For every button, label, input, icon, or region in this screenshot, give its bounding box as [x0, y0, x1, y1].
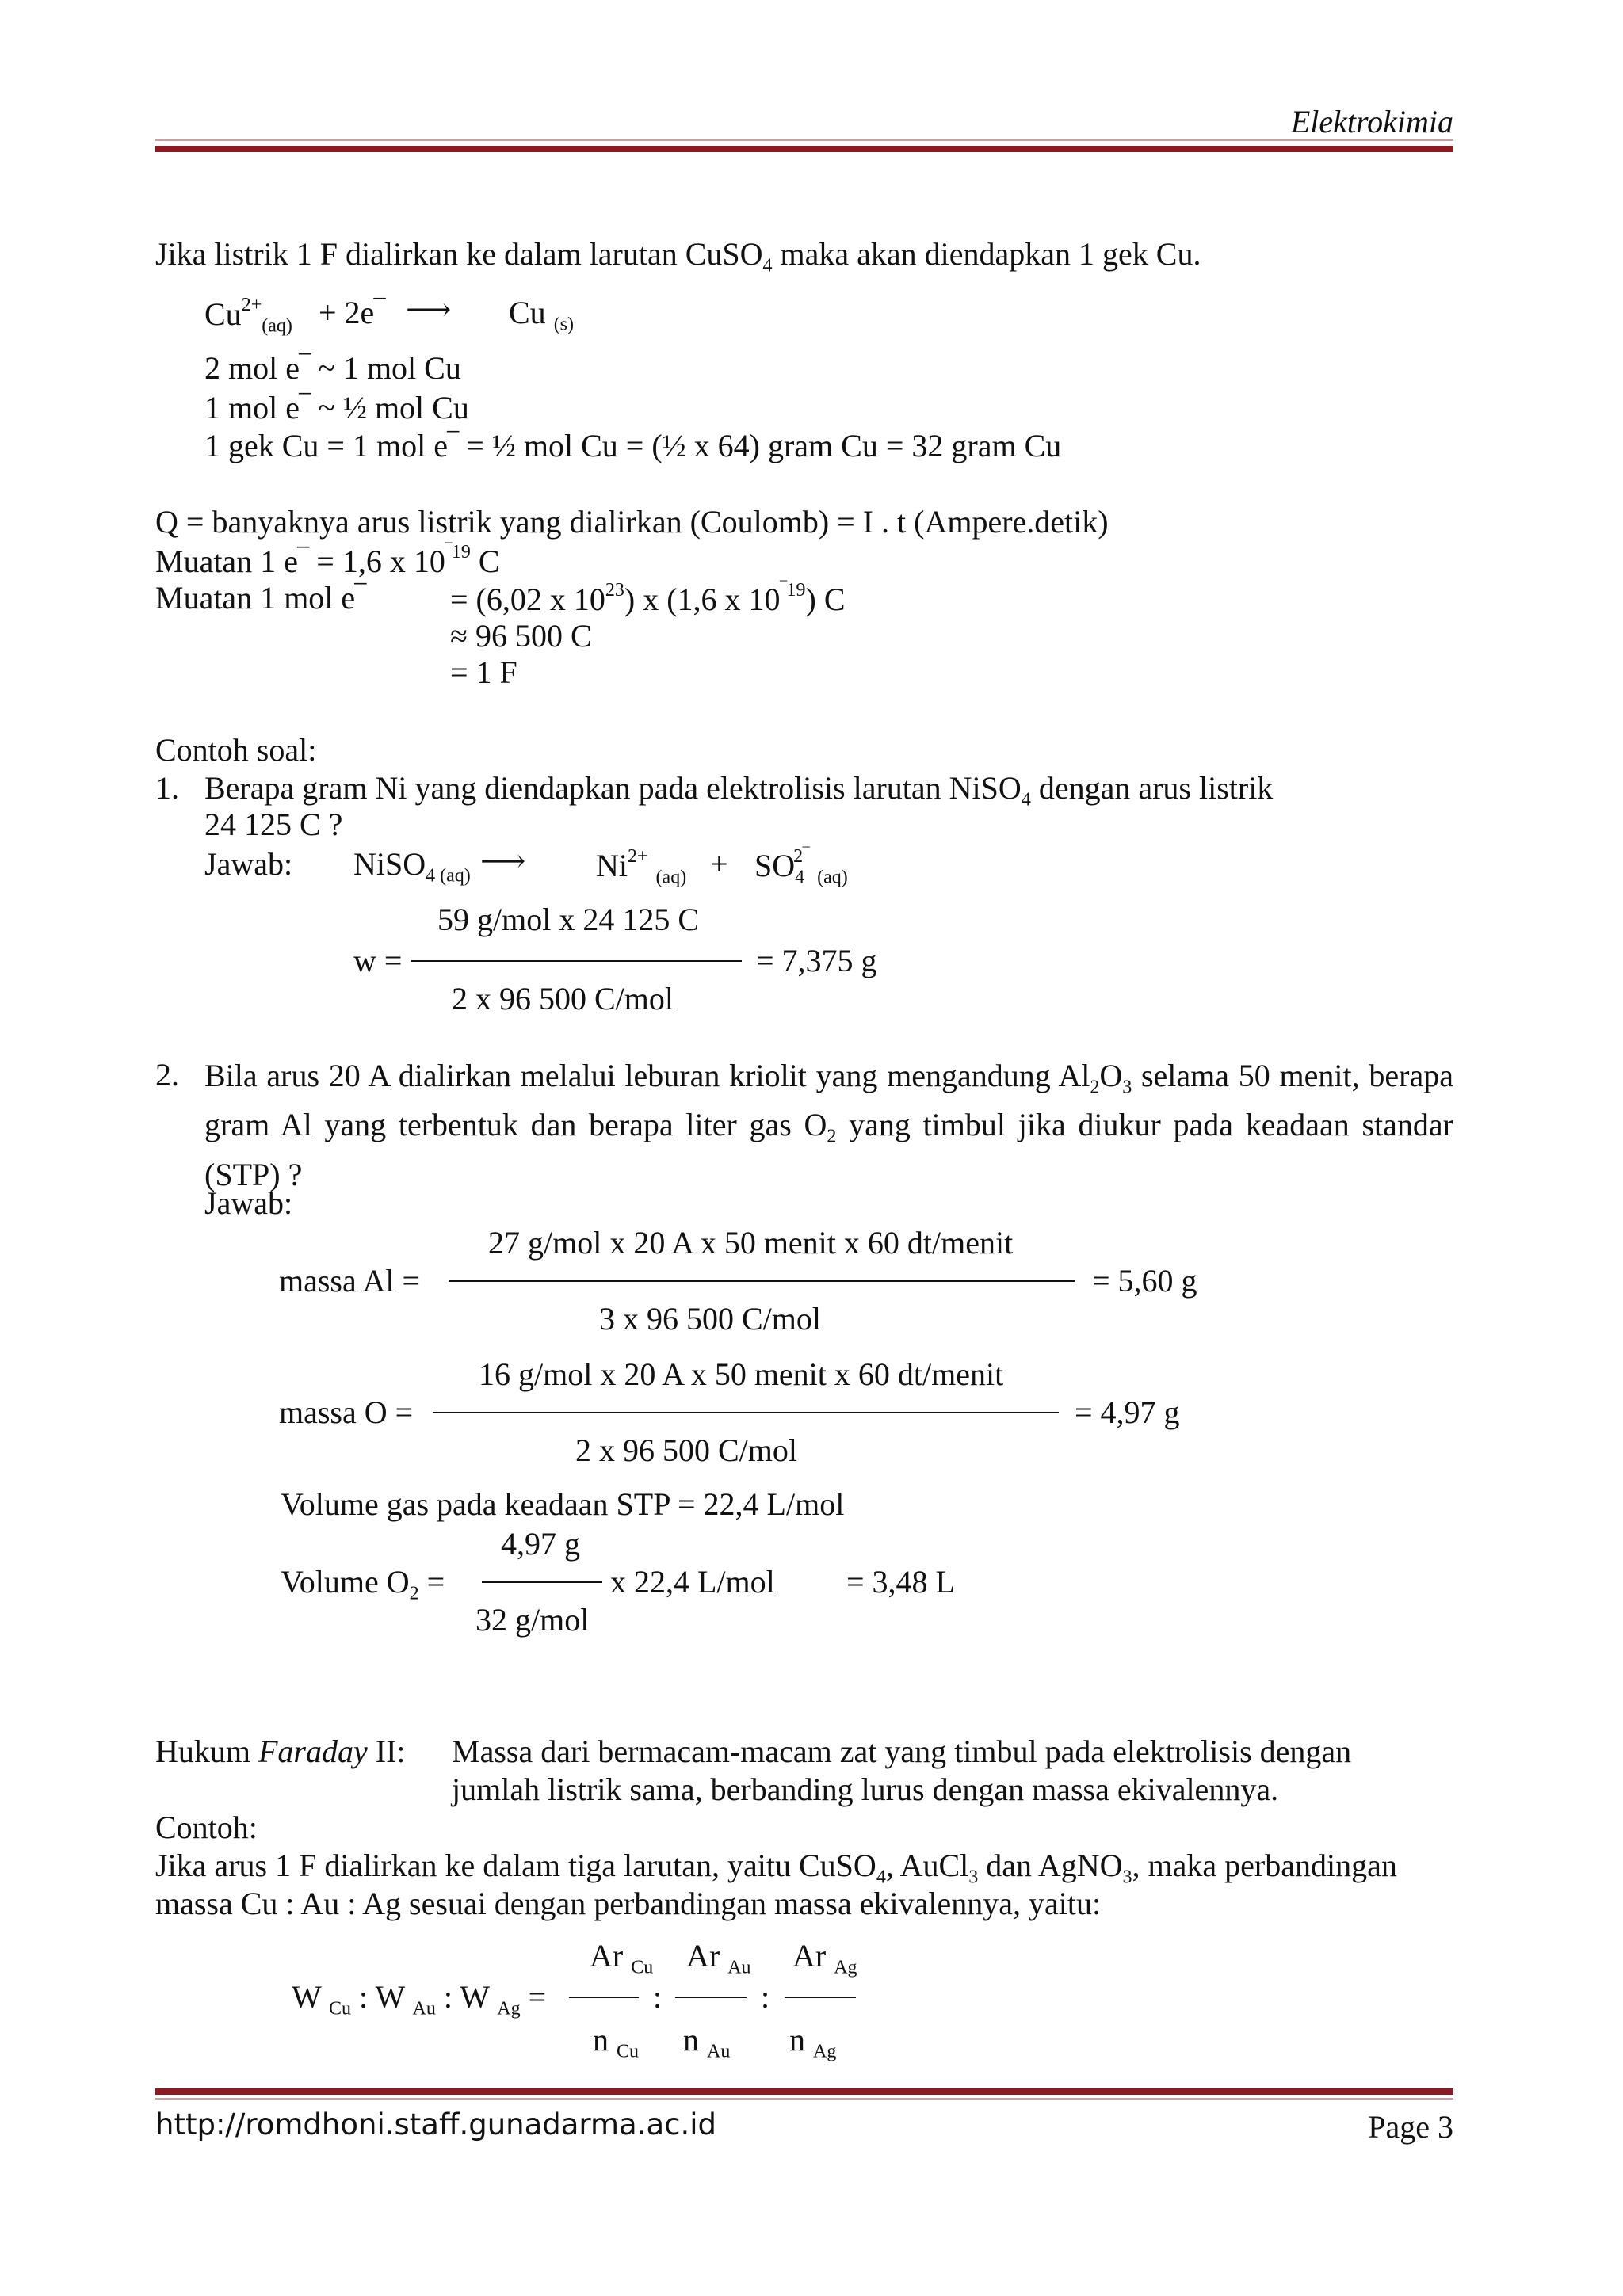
mol-relation-1: 2 mol e‾ ~ 1 mol Cu — [204, 350, 461, 386]
header-rule — [155, 146, 1453, 152]
question-1-fraction-denominator: 2 x 96 500 C/mol — [452, 981, 674, 1016]
mass-al-denominator: 3 x 96 500 C/mol — [599, 1301, 822, 1337]
volume-o2-fraction-bar — [482, 1581, 602, 1583]
ratio-n-cu: n $_{Cu}$ — [593, 2022, 640, 2062]
mass-al-fraction-bar — [449, 1280, 1075, 1282]
ratio-n-ag: n $_{Ag}$ — [789, 2022, 837, 2062]
question-1-fraction-numerator: 59 g/mol x 24 125 C — [437, 902, 700, 937]
faraday-law-text-2: jumlah listrik sama, berbanding lurus dengan massa ekivalennya. — [452, 1772, 1279, 1807]
stp-volume: Volume gas pada keadaan STP = 22,4 L/mol — [281, 1486, 845, 1522]
ratio-bar-cu — [569, 1997, 639, 1998]
question-1-plus: + — [710, 846, 728, 882]
header-title: Elektrokimia — [1290, 104, 1453, 139]
question-2-answer-label: Jawab: — [204, 1185, 293, 1221]
faraday-example-text-line2: massa Cu : Au : Ag sesuai dengan perbandingan massa ekivalennya, yaitu: — [155, 1886, 1102, 1921]
faraday-example-text: Jika arus 1 F dialirkan ke dalam tiga larutan, yaitu CuSO$_4$, AuCl$_3$ dan AgNO$_3$, maka perbandingan — [155, 1848, 1397, 1888]
charge-definition: Q = banyaknya arus listrik yang dialirkan (Coulomb) = I . t (Ampere.detik) — [155, 504, 1109, 540]
question-1-fraction-bar — [411, 960, 742, 962]
mol-charge-approx: ≈ 96 500 C — [450, 618, 592, 654]
footer-rule — [155, 2088, 1453, 2095]
ratio-ar-au: Ar $_{Au}$ — [686, 1938, 751, 1978]
question-1-text-line2: 24 125 C ? — [204, 807, 343, 842]
equation-plus-electrons: + 2e‾ — [319, 295, 385, 330]
question-2-text: Bila arus 20 A dialirkan melalui leburan kriolit yang mengandung $Al_2O_3$ selama 50 menit, berapa gram Al yang terbentuk dan berapa liter gas $O_2$ yang timbul jika diukur pada keadaan standar (STP) ? — [204, 1058, 1454, 1192]
equation-copper: $Cu^{2+}_{(aq)}$ — [204, 295, 292, 337]
question-2-number: 2. — [155, 1057, 179, 1093]
mol-charge-faraday: = 1 F — [450, 654, 517, 690]
ratio-ar-ag: Ar $_{Ag}$ — [792, 1938, 857, 1978]
ratio-bar-ag — [785, 1997, 856, 1998]
question-1-product-so4: $SO_4^{2‾}$ $_{(aq)}$ — [754, 846, 848, 888]
equation-copper-solid: Cu $_{(s)}$ — [509, 295, 575, 335]
question-1-answer-label: Jawab: — [204, 846, 293, 882]
question-1-reactant: NiSO$_{4 (aq)}$ — [353, 846, 471, 887]
ratio-colon-1: : — [653, 1979, 663, 2015]
volume-o2-numerator: 4,97 g — [501, 1526, 580, 1562]
ratio-colon-2: : — [761, 1979, 770, 2015]
faraday-example-heading: Contoh: — [155, 1810, 258, 1845]
mol-charge-label: Muatan 1 mol e‾ — [155, 580, 366, 616]
header-rule-thin — [155, 139, 1453, 141]
question-1-text: Berapa gram Ni yang diendapkan pada elektrolisis larutan NiSO$_4$ dengan arus listrik — [204, 770, 1274, 810]
mass-o-denominator: 2 x 96 500 C/mol — [575, 1432, 798, 1468]
footer-url[interactable]: http://romdhoni.staff.gunadarma.ac.id — [155, 2107, 717, 2142]
page-number: Page 3 — [1368, 2109, 1453, 2145]
volume-o2-label: Volume $O_2$ = — [281, 1564, 445, 1604]
reaction-arrow: ⟶ — [406, 292, 452, 327]
question-1-result: = 7,375 g — [756, 943, 877, 978]
faraday-law-label: Hukum Faraday II: — [155, 1733, 406, 1769]
question-1-number: 1. — [155, 770, 179, 806]
faraday-law-text-1: Massa dari bermacam-macam zat yang timbul pada elektrolisis dengan — [452, 1733, 1352, 1769]
mol-relation-2: 1 mol e‾ ~ ½ mol Cu — [204, 390, 469, 425]
mass-o-result: = 4,97 g — [1075, 1394, 1180, 1430]
mass-o-fraction-bar — [433, 1412, 1059, 1413]
ratio-n-au: n $_{Au}$ — [683, 2022, 731, 2062]
electron-charge: Muatan 1 e‾ = 1,6 x $10^{‾19}$ C — [155, 542, 500, 579]
mass-al-result: = 5,60 g — [1092, 1263, 1197, 1299]
reaction-arrow-2: ⟶ — [480, 843, 526, 879]
intro-paragraph: Jika listrik 1 F dialirkan ke dalam larutan CuSO$_4$ maka akan diendapkan 1 gek Cu. — [155, 236, 1201, 277]
mass-al-label: massa Al = — [279, 1263, 421, 1299]
mol-charge-value: = (6,02 x $10^{23}$) x (1,6 x $10^{‾19}$) C — [450, 580, 846, 617]
volume-o2-denominator: 32 g/mol — [475, 1602, 590, 1638]
ratio-ar-cu: Ar $_{Cu}$ — [590, 1938, 654, 1978]
ratio-w-left: W $_{Cu}$ : W $_{Au}$ : W $_{Ag}$ = — [292, 1979, 547, 2019]
mass-al-numerator: 27 g/mol x 20 A x 50 menit x 60 dt/menit — [488, 1225, 1014, 1261]
example-heading: Contoh soal: — [155, 732, 317, 768]
volume-o2-multiplier: x 22,4 L/mol — [610, 1564, 775, 1600]
footer-rule-thin — [155, 2098, 1453, 2100]
volume-o2-result: = 3,48 L — [846, 1564, 955, 1600]
ratio-bar-au — [675, 1997, 747, 1998]
question-1-w-label: w = — [353, 943, 403, 978]
mass-o-label: massa O = — [279, 1394, 414, 1430]
gek-relation: 1 gek Cu = 1 mol e‾ = ½ mol Cu = (½ x 64) gram Cu = 32 gram Cu — [204, 428, 1062, 463]
mass-o-numerator: 16 g/mol x 20 A x 50 menit x 60 dt/menit — [479, 1356, 1004, 1392]
question-1-product-ni: $Ni^{2+}$ $_{(aq)}$ — [596, 846, 687, 888]
